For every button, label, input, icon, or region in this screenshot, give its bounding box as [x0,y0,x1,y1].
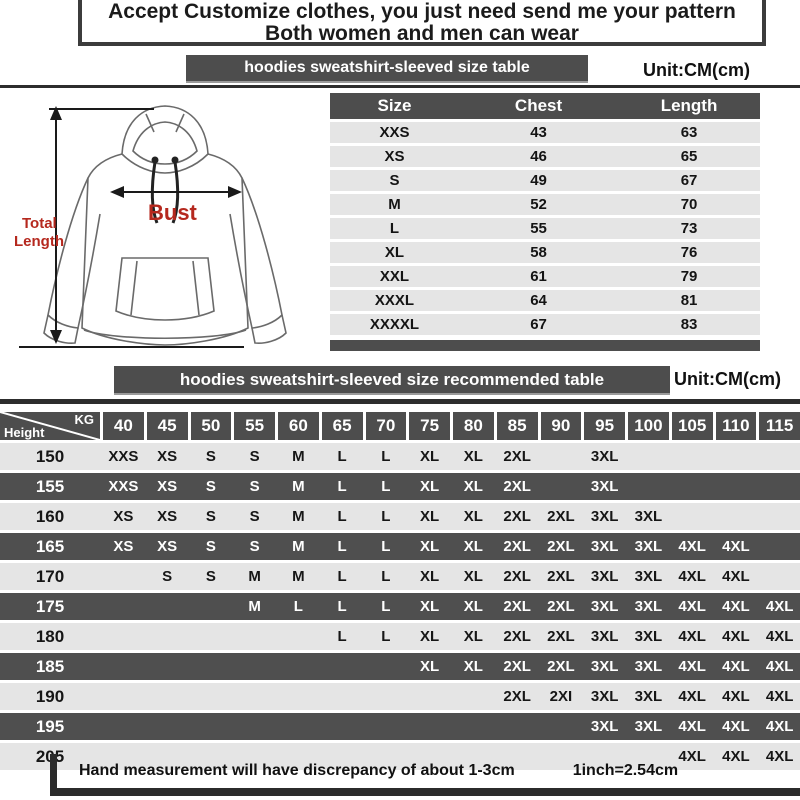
size-cell: XS [157,478,178,495]
size-cell: 2XL [503,568,531,585]
size-cell: 3XL [590,568,619,585]
hoodie-measurement-diagram [4,92,326,364]
size-cell: S [162,568,173,585]
size-table-banner: hoodies sweatshirt-sleeved size table [186,55,588,83]
divider-line-1 [0,85,800,88]
size-table-row [330,314,760,335]
size-cell: 2XL [503,598,531,615]
size-table-cell: XS [384,148,405,165]
header-line-1: Accept Customize clothes, you just need send me your pattern [108,0,736,23]
size-cell: 4XL [765,628,794,645]
size-table-cell: 81 [680,292,698,309]
size-cell: 2XL [547,628,575,645]
size-table-footer-bar [330,340,760,351]
size-cell: 3XL [634,658,663,675]
size-cell: M [292,448,305,465]
size-cell: 2XL [503,538,531,555]
size-cell: 3XL [634,538,663,555]
size-cell: 4XL [722,688,750,705]
height-label: 155 [35,476,65,496]
size-table-cell: 46 [530,148,547,165]
corner-kg-label: KG [74,412,94,427]
arrowhead-right [228,186,242,198]
size-cell: 3XL [634,508,663,525]
size-cell: 3XL [634,718,663,735]
weight-header-cell: 65 [319,412,363,440]
size-cell: XL [463,628,483,645]
size-cell: L [337,538,347,555]
size-table-row [330,218,760,239]
bust-label: Bust [148,200,197,225]
size-table-cell: XXL [379,268,410,285]
size-cell: 4XL [765,658,794,675]
height-label: 170 [35,566,65,586]
size-cell: 3XL [634,598,663,615]
size-cell: 4XL [722,658,750,675]
header-box [78,0,766,46]
size-table-cell: L [389,220,400,237]
size-cell: L [337,628,347,645]
size-table-header [330,93,760,119]
size-cell: L [381,448,391,465]
size-cell: 2XI [549,688,573,705]
matrix-body [0,443,800,770]
size-cell: 4XL [722,568,750,585]
size-cell: 4XL [722,628,750,645]
matrix-row [0,473,800,500]
size-cell: 3XL [590,718,619,735]
size-cell: XL [420,568,440,585]
size-cell: S [205,568,216,585]
unit-label-2: Unit:CM(cm) [674,369,781,389]
size-cell: S [205,478,216,495]
size-cell: 2XL [503,628,531,645]
size-table-cell: M [388,196,401,213]
size-table-cell: 79 [680,268,698,285]
weight-header-cell: 45 [144,412,188,440]
size-cell: 2XL [503,658,531,675]
kg-height-corner-cell [0,412,100,440]
size-table-cell: 58 [530,244,547,261]
size-cell: 3XL [590,658,619,675]
matrix-row [0,683,800,710]
size-cell: 3XL [590,448,619,465]
size-cell: L [337,598,347,615]
matrix-row [0,623,800,650]
weight-header-cell: 115 [756,412,800,440]
size-table-row [330,170,760,191]
arrowhead-left [110,186,124,198]
size-cell: 2XL [547,538,575,555]
size-cell: L [381,568,391,585]
size-cell: 2XL [503,448,531,465]
size-table-row [330,290,760,311]
size-cell: 4XL [765,598,794,615]
size-cell: 4XL [678,748,706,765]
size-cell: 4XL [678,568,706,585]
size-cell: 3XL [590,628,619,645]
size-cell: L [381,628,391,645]
size-cell: 4XL [722,718,750,735]
size-cell: 4XL [678,628,706,645]
size-cell: XL [463,478,483,495]
weight-header-cell: 50 [188,412,232,440]
matrix-row [0,533,800,560]
footer-note [50,754,800,796]
size-cell: 3XL [634,568,663,585]
inch-conversion: 1inch=2.54cm [572,762,679,779]
size-cell: 2XL [547,508,575,525]
size-cell: XS [113,538,134,555]
size-table-cell: 70 [680,196,698,213]
size-cell: XL [463,448,483,465]
size-cell: 2XL [503,478,531,495]
size-cell: S [205,538,216,555]
size-table-cell: 73 [680,220,698,237]
size-cell: XS [113,508,134,525]
size-cell: XL [463,538,483,555]
size-table-cell: XXXL [374,292,415,309]
size-cell: S [249,478,260,495]
measurement-note: Hand measurement will have discrepancy of about 1-3cm [79,762,515,779]
size-cell: L [337,478,347,495]
size-cell: XL [420,478,440,495]
size-cell: 4XL [722,748,750,765]
size-table-cell: 83 [680,316,698,333]
size-cell: XL [420,658,440,675]
size-cell: S [249,508,260,525]
weight-header-cell: 105 [669,412,713,440]
size-cell: L [337,568,347,585]
corner-height-label: Height [4,425,45,440]
height-label: 150 [35,446,65,466]
col-header-size: Size [377,96,412,115]
weight-header-cell: 80 [450,412,494,440]
size-cell: 3XL [590,598,619,615]
height-label: 165 [35,536,65,556]
size-table-cell: 49 [530,172,547,189]
recommended-table-banner: hoodies sweatshirt-sleeved size recommended table [114,366,670,395]
matrix-row [0,443,800,470]
header-line-2: Both women and men can wear [265,22,579,45]
size-cell: XL [420,628,440,645]
size-cell: M [292,478,305,495]
size-table-cell: 67 [530,316,547,333]
size-cell: XL [420,508,440,525]
size-cell: L [381,598,391,615]
size-cell: XL [463,658,483,675]
size-table-body [330,122,760,335]
matrix-row [0,593,800,620]
matrix-header-row [0,412,800,440]
height-label: 195 [35,716,65,736]
size-cell: S [249,448,260,465]
size-cell: 2XL [547,568,575,585]
size-cell: XXS [108,448,139,465]
height-label: 185 [35,656,65,676]
size-cell: 4XL [678,658,706,675]
size-cell: L [293,598,303,615]
size-cell: XL [463,568,483,585]
size-cell: 2XL [503,688,531,705]
total-length-label-2: Length [14,233,64,250]
size-cell: XL [420,538,440,555]
hoodie-outline-icon [44,106,286,345]
height-label: 190 [35,686,65,706]
size-table-row [330,122,760,143]
size-cell: L [381,478,391,495]
size-table-cell: XXS [379,124,410,141]
size-cell: 4XL [765,718,794,735]
height-label: 205 [35,746,65,766]
size-cell: 3XL [590,688,619,705]
matrix-row [0,503,800,530]
weight-header-cells [100,412,800,440]
size-cell: 4XL [678,538,706,555]
weight-header-cell: 70 [363,412,407,440]
weight-header-cell: 60 [275,412,319,440]
size-cell: 3XL [634,688,663,705]
size-cell: 4XL [678,688,706,705]
height-label: 160 [35,506,65,526]
size-table [330,93,760,351]
weight-header-cell: 75 [406,412,450,440]
size-cell: S [205,448,216,465]
divider-line-2 [0,399,800,404]
weight-header-cell: 55 [231,412,275,440]
size-cell: 3XL [634,628,663,645]
col-header-length: Length [660,96,718,115]
size-table-cell: 55 [530,220,547,237]
size-cell: XS [157,538,178,555]
size-cell: 2XL [547,598,575,615]
weight-header-cell: 100 [625,412,669,440]
size-cell: L [381,538,391,555]
weight-header-cell: 90 [538,412,582,440]
size-cell: XL [420,598,440,615]
size-cell: XL [463,508,483,525]
size-cell: 3XL [590,508,619,525]
drawstring-eyelet-left [152,157,159,164]
total-length-label: Total [22,215,57,232]
size-cell: M [292,568,305,585]
size-table-cell: 67 [680,172,698,189]
size-table-cell: 61 [530,268,547,285]
size-cell: 4XL [765,748,794,765]
size-cell: 4XL [722,598,750,615]
size-cell: XL [420,448,440,465]
size-cell: 3XL [590,478,619,495]
weight-header-cell: 95 [581,412,625,440]
size-table-cell: 63 [680,124,698,141]
recommended-size-matrix [0,412,800,770]
weight-header-cell: 110 [713,412,757,440]
size-table-cell: 76 [680,244,698,261]
size-cell: S [249,538,260,555]
size-cell: XXS [108,478,139,495]
matrix-row [0,713,800,740]
unit-label-1: Unit:CM(cm) [643,60,750,80]
size-table-row [330,146,760,167]
size-table-cell: 43 [530,124,547,141]
size-cell: 4XL [678,598,706,615]
size-table-row [330,242,760,263]
size-cell: 4XL [678,718,706,735]
size-cell: L [337,448,347,465]
size-cell: M [292,508,305,525]
matrix-row [0,563,800,590]
size-cell: L [337,508,347,525]
col-header-chest: Chest [514,96,563,115]
height-label: 175 [35,596,65,616]
size-cell: XL [463,598,483,615]
size-table-cell: S [389,172,400,189]
size-cell: 3XL [590,538,619,555]
size-cell: 2XL [503,508,531,525]
size-cell: 2XL [547,658,575,675]
size-cell: M [292,538,305,555]
size-table-cell: 65 [680,148,698,165]
size-cell: 4XL [722,538,750,555]
weight-header-cell: 40 [100,412,144,440]
height-label: 180 [35,626,65,646]
size-cell: M [248,568,261,585]
size-cell: 4XL [765,688,794,705]
size-cell: XS [157,508,178,525]
size-table-cell: XL [384,244,405,261]
size-table-row [330,194,760,215]
size-table-row [330,266,760,287]
size-cell: XS [157,448,178,465]
size-table-cell: 64 [530,292,547,309]
size-cell: S [205,508,216,525]
size-table-cell: 52 [530,196,547,213]
size-cell: M [248,598,261,615]
matrix-row [0,653,800,680]
drawstring-eyelet-right [172,157,179,164]
size-table-cell: XXXXL [369,316,420,333]
size-cell: L [381,508,391,525]
weight-header-cell: 85 [494,412,538,440]
